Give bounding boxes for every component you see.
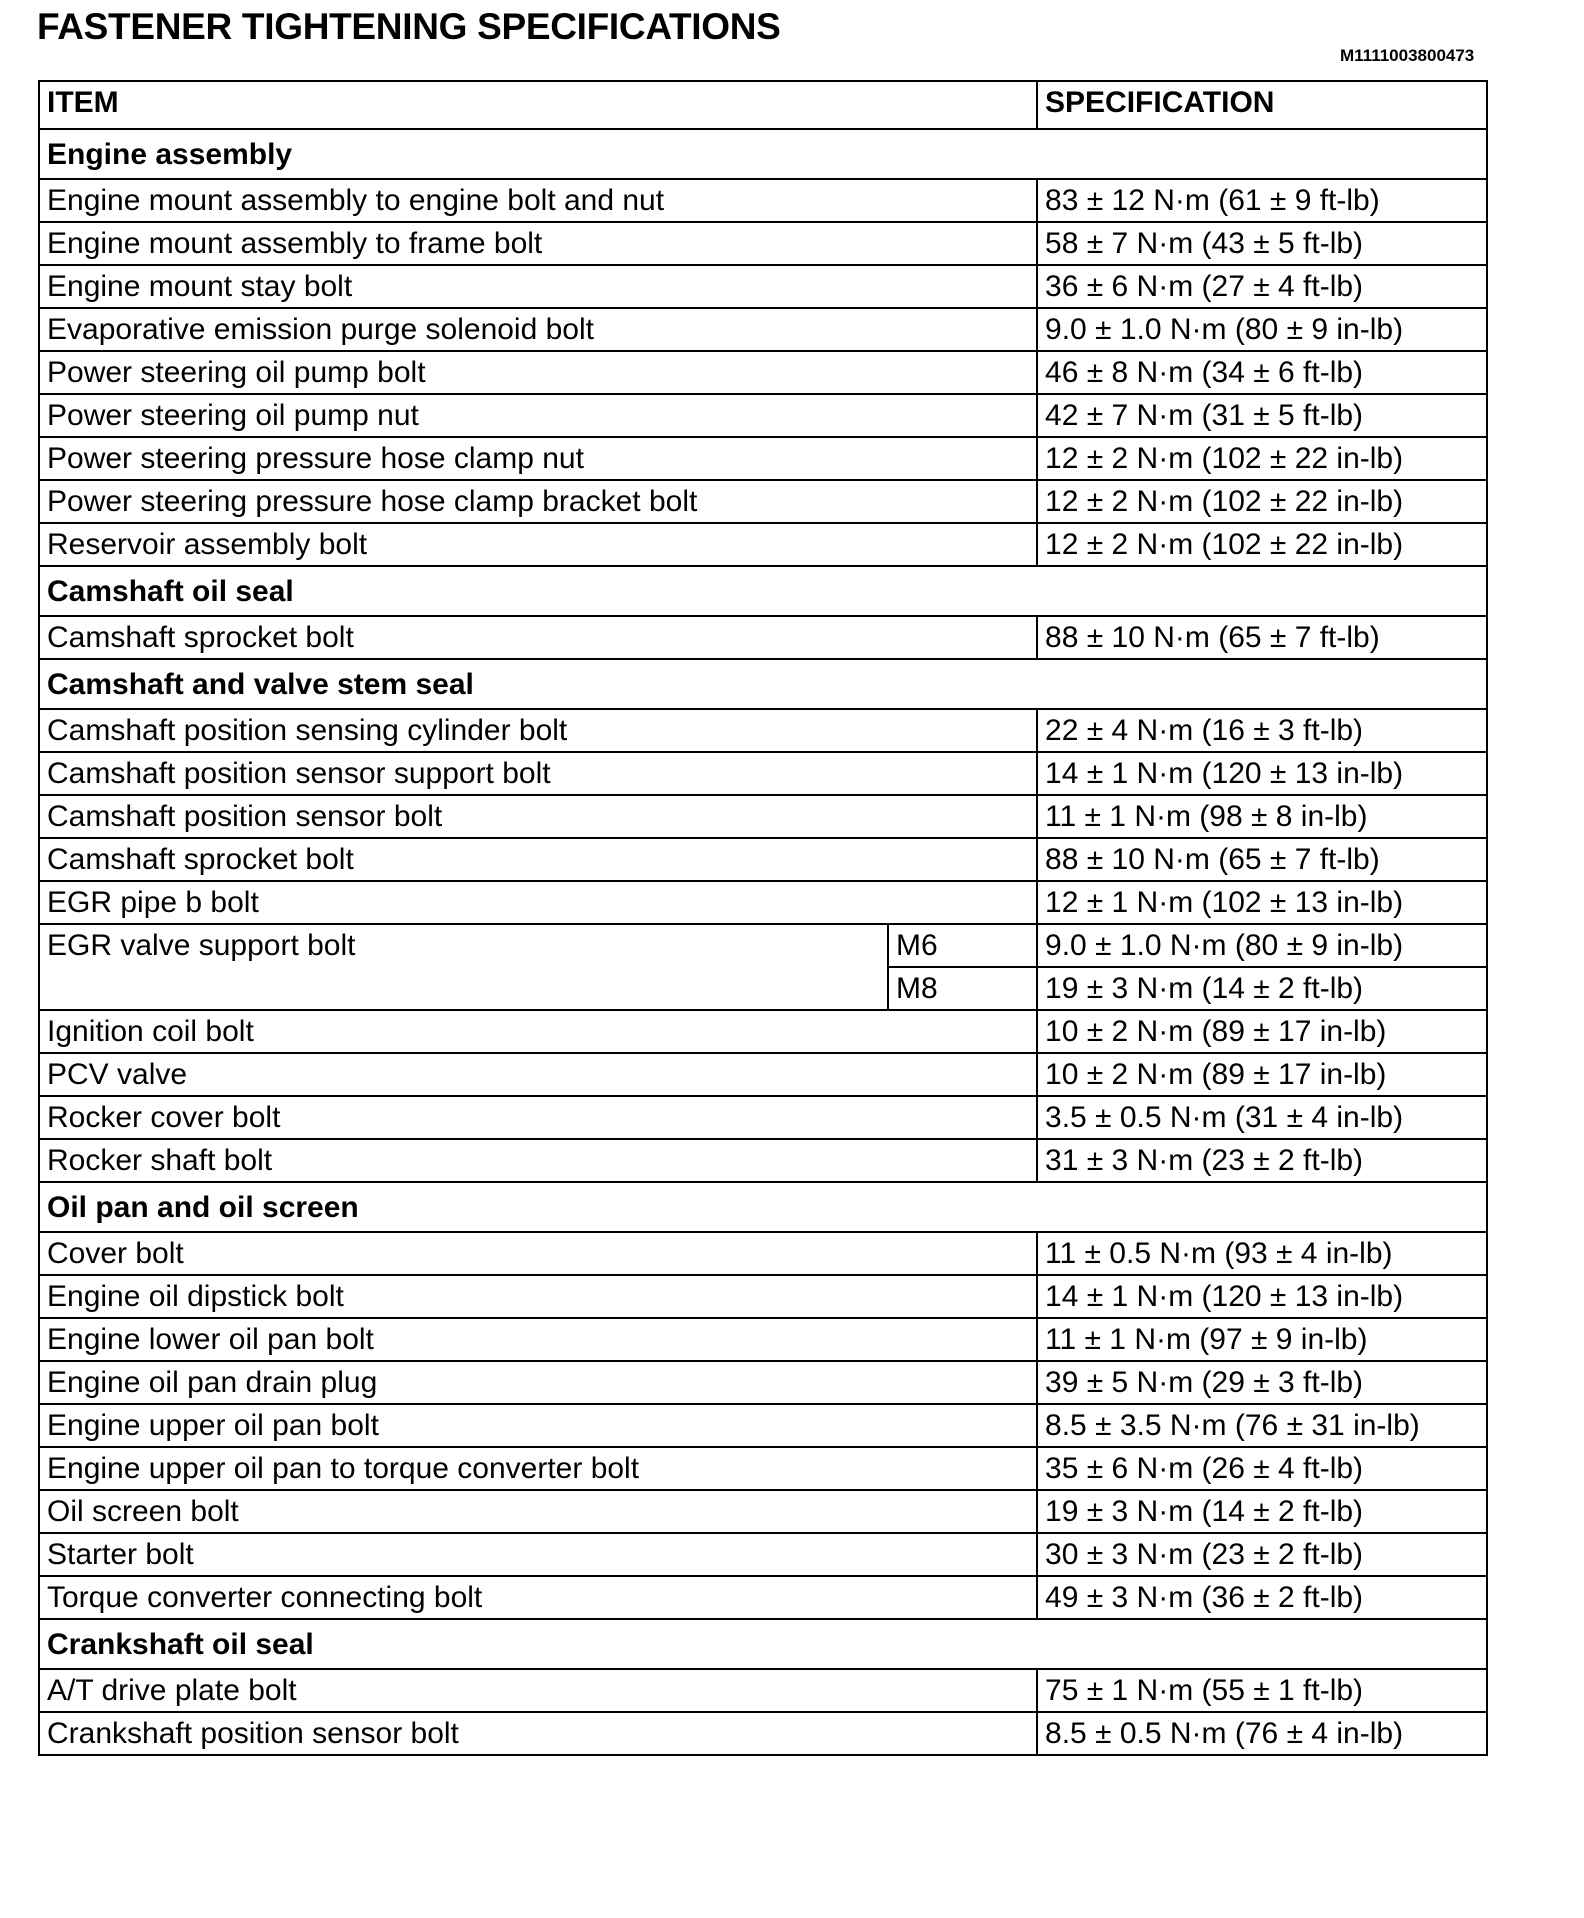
table-row xyxy=(39,222,1487,265)
item-cell: Ignition coil bolt xyxy=(39,1010,1037,1053)
item-cell: Camshaft position sensing cylinder bolt xyxy=(39,709,1037,752)
section-title: Camshaft oil seal xyxy=(39,566,1487,616)
spec-cell: 88 ± 10 N·m (65 ± 7 ft-lb) xyxy=(1037,838,1487,881)
spec-cell: 36 ± 6 N·m (27 ± 4 ft-lb) xyxy=(1037,265,1487,308)
section-title: Crankshaft oil seal xyxy=(39,1619,1487,1669)
section-header-row xyxy=(39,129,1487,179)
spec-cell: 35 ± 6 N·m (26 ± 4 ft-lb) xyxy=(1037,1447,1487,1490)
item-cell: Cover bolt xyxy=(39,1232,1037,1275)
spec-cell: 9.0 ± 1.0 N·m (80 ± 9 in-lb) xyxy=(1037,308,1487,351)
section-title: Oil pan and oil screen xyxy=(39,1182,1487,1232)
table-row xyxy=(39,1232,1487,1275)
spec-cell: 9.0 ± 1.0 N·m (80 ± 9 in-lb) xyxy=(1037,924,1487,967)
item-cell: Engine mount stay bolt xyxy=(39,265,1037,308)
item-cell: Oil screen bolt xyxy=(39,1490,1037,1533)
item-cell: Rocker cover bolt xyxy=(39,1096,1037,1139)
item-cell: Engine mount assembly to frame bolt xyxy=(39,222,1037,265)
item-cell: A/T drive plate bolt xyxy=(39,1669,1037,1712)
table-row xyxy=(39,924,1487,967)
spec-cell: 58 ± 7 N·m (43 ± 5 ft-lb) xyxy=(1037,222,1487,265)
table-row xyxy=(39,179,1487,222)
spec-cell: 14 ± 1 N·m (120 ± 13 in-lb) xyxy=(1037,752,1487,795)
table-row xyxy=(39,1139,1487,1182)
table-row xyxy=(39,1712,1487,1755)
section-header-row xyxy=(39,566,1487,616)
item-cell: EGR pipe b bolt xyxy=(39,881,1037,924)
table-row xyxy=(39,616,1487,659)
table-row xyxy=(39,1096,1487,1139)
table-row xyxy=(39,308,1487,351)
table-header-row xyxy=(39,81,1487,129)
item-cell: Rocker shaft bolt xyxy=(39,1139,1037,1182)
spec-cell: 12 ± 2 N·m (102 ± 22 in-lb) xyxy=(1037,480,1487,523)
size-cell: M6 xyxy=(888,924,1037,967)
table-row xyxy=(39,265,1487,308)
item-cell: Camshaft position sensor support bolt xyxy=(39,752,1037,795)
item-cell: Camshaft sprocket bolt xyxy=(39,838,1037,881)
item-cell: Engine oil pan drain plug xyxy=(39,1361,1037,1404)
spec-cell: 10 ± 2 N·m (89 ± 17 in-lb) xyxy=(1037,1010,1487,1053)
spec-cell: 11 ± 1 N·m (98 ± 8 in-lb) xyxy=(1037,795,1487,838)
spec-cell: 30 ± 3 N·m (23 ± 2 ft-lb) xyxy=(1037,1533,1487,1576)
spec-cell: 10 ± 2 N·m (89 ± 17 in-lb) xyxy=(1037,1053,1487,1096)
spec-cell: 12 ± 2 N·m (102 ± 22 in-lb) xyxy=(1037,523,1487,566)
table-row xyxy=(39,480,1487,523)
spec-cell: 88 ± 10 N·m (65 ± 7 ft-lb) xyxy=(1037,616,1487,659)
spec-cell: 49 ± 3 N·m (36 ± 2 ft-lb) xyxy=(1037,1576,1487,1619)
item-cell: Camshaft position sensor bolt xyxy=(39,795,1037,838)
section-header-row xyxy=(39,1182,1487,1232)
item-cell: Engine mount assembly to engine bolt and nut xyxy=(39,179,1037,222)
table-row xyxy=(39,795,1487,838)
item-cell: Engine lower oil pan bolt xyxy=(39,1318,1037,1361)
item-cell: Engine upper oil pan bolt xyxy=(39,1404,1037,1447)
spec-cell: 42 ± 7 N·m (31 ± 5 ft-lb) xyxy=(1037,394,1487,437)
spec-cell: 31 ± 3 N·m (23 ± 2 ft-lb) xyxy=(1037,1139,1487,1182)
table-row xyxy=(39,1447,1487,1490)
document-id: M1111003800473 xyxy=(1340,46,1475,65)
item-cell: Torque converter connecting bolt xyxy=(39,1576,1037,1619)
header-item: ITEM xyxy=(39,81,1037,129)
spec-cell: 12 ± 1 N·m (102 ± 13 in-lb) xyxy=(1037,881,1487,924)
spec-cell: 46 ± 8 N·m (34 ± 6 ft-lb) xyxy=(1037,351,1487,394)
table-row xyxy=(39,1361,1487,1404)
table-row xyxy=(39,838,1487,881)
spec-cell: 39 ± 5 N·m (29 ± 3 ft-lb) xyxy=(1037,1361,1487,1404)
spec-cell: 11 ± 0.5 N·m (93 ± 4 in-lb) xyxy=(1037,1232,1487,1275)
table-row xyxy=(39,1318,1487,1361)
fastener-spec-table xyxy=(38,80,1488,1756)
spec-table-body xyxy=(39,81,1487,1755)
table-row xyxy=(39,1404,1487,1447)
table-row xyxy=(39,1490,1487,1533)
item-cell: PCV valve xyxy=(39,1053,1037,1096)
item-cell: Crankshaft position sensor bolt xyxy=(39,1712,1037,1755)
item-cell: Power steering oil pump bolt xyxy=(39,351,1037,394)
item-cell: Evaporative emission purge solenoid bolt xyxy=(39,308,1037,351)
spec-cell: 8.5 ± 0.5 N·m (76 ± 4 in-lb) xyxy=(1037,1712,1487,1755)
table-row xyxy=(39,709,1487,752)
table-row xyxy=(39,1010,1487,1053)
item-cell: Power steering pressure hose clamp nut xyxy=(39,437,1037,480)
item-cell: Power steering pressure hose clamp bracket bolt xyxy=(39,480,1037,523)
spec-cell: 83 ± 12 N·m (61 ± 9 ft-lb) xyxy=(1037,179,1487,222)
spec-cell: 14 ± 1 N·m (120 ± 13 in-lb) xyxy=(1037,1275,1487,1318)
item-cell: Reservoir assembly bolt xyxy=(39,523,1037,566)
spec-cell: 19 ± 3 N·m (14 ± 2 ft-lb) xyxy=(1037,967,1487,1010)
section-title: Engine assembly xyxy=(39,129,1487,179)
spec-cell: 11 ± 1 N·m (97 ± 9 in-lb) xyxy=(1037,1318,1487,1361)
spec-cell: 22 ± 4 N·m (16 ± 3 ft-lb) xyxy=(1037,709,1487,752)
spec-cell: 19 ± 3 N·m (14 ± 2 ft-lb) xyxy=(1037,1490,1487,1533)
item-cell: EGR valve support bolt xyxy=(39,924,888,1010)
size-cell: M8 xyxy=(888,967,1037,1010)
item-cell: Power steering oil pump nut xyxy=(39,394,1037,437)
table-row xyxy=(39,351,1487,394)
table-row xyxy=(39,881,1487,924)
table-row xyxy=(39,394,1487,437)
section-title: Camshaft and valve stem seal xyxy=(39,659,1487,709)
table-row xyxy=(39,1576,1487,1619)
table-row xyxy=(39,437,1487,480)
item-cell: Camshaft sprocket bolt xyxy=(39,616,1037,659)
item-cell: Starter bolt xyxy=(39,1533,1037,1576)
spec-cell: 75 ± 1 N·m (55 ± 1 ft-lb) xyxy=(1037,1669,1487,1712)
item-cell: Engine upper oil pan to torque converter bolt xyxy=(39,1447,1037,1490)
table-row xyxy=(39,1275,1487,1318)
section-header-row xyxy=(39,1619,1487,1669)
table-row xyxy=(39,1533,1487,1576)
table-row xyxy=(39,752,1487,795)
spec-cell: 12 ± 2 N·m (102 ± 22 in-lb) xyxy=(1037,437,1487,480)
spec-cell: 8.5 ± 3.5 N·m (76 ± 31 in-lb) xyxy=(1037,1404,1487,1447)
page-title: FASTENER TIGHTENING SPECIFICATIONS xyxy=(37,6,781,47)
table-row xyxy=(39,1053,1487,1096)
table-row xyxy=(39,1669,1487,1712)
spec-cell: 3.5 ± 0.5 N·m (31 ± 4 in-lb) xyxy=(1037,1096,1487,1139)
table-row xyxy=(39,523,1487,566)
section-header-row xyxy=(39,659,1487,709)
item-cell: Engine oil dipstick bolt xyxy=(39,1275,1037,1318)
header-specification: SPECIFICATION xyxy=(1037,81,1487,129)
